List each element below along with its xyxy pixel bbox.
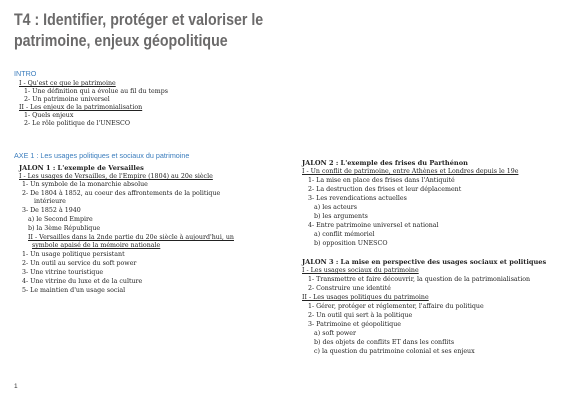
page-title bbox=[14, 10, 272, 52]
jalon1-item: intérieure bbox=[34, 198, 66, 205]
jalon3-item: 2- Un outil qui sert à la politique bbox=[308, 312, 413, 319]
jalon1-subitem: a) le Second Empire bbox=[28, 216, 93, 223]
jalon3-heading: JALON 3 : La mise en perspective des usages sociaux et politiques bbox=[302, 258, 547, 266]
jalon1-section-2-cont: symbole apaisé de la mémoire nationale bbox=[32, 242, 161, 249]
jalon3-item: 1- Transmettre et faire découvrir, la question de la patrimonialisation bbox=[308, 276, 531, 283]
jalon2-subitem: b) les arguments bbox=[314, 213, 368, 220]
jalon3-item: 2- Construire une identité bbox=[308, 285, 391, 292]
jalon2-item: 3- Les revendications actuelles bbox=[308, 195, 407, 202]
jalon1-heading: JALON 1 : L'exemple de Versailles bbox=[19, 164, 144, 172]
jalon3-item: 3- Patrimoine et géopolitique bbox=[308, 321, 401, 328]
jalon1-item: 3- Une vitrine touristique bbox=[22, 269, 104, 276]
jalon1-item: 3- De 1852 à 1940 bbox=[22, 207, 81, 214]
jalon3-item: 1- Gérer, protéger et réglementer, l'affaire du politique bbox=[308, 303, 484, 310]
jalon2-subitem: b) opposition UNESCO bbox=[314, 240, 388, 247]
jalon3-subitem: a) soft power bbox=[314, 330, 357, 337]
jalon3-section-1: I - Les usages sociaux du patrimoine bbox=[302, 267, 419, 274]
jalon3-subitem: b) des objets de conflits ET dans les conflits bbox=[314, 339, 455, 346]
intro-heading: INTRO bbox=[14, 69, 37, 78]
title-line-2: patrimoine, enjeux géopolitique bbox=[14, 32, 228, 50]
jalon3-subitem: c) la question du patrimoine colonial et ses enjeux bbox=[314, 348, 475, 355]
jalon1-section-2: II - Versailles dans la 2nde partie du 20e siècle à aujourd'hui, un bbox=[28, 234, 234, 241]
jalon1-item: 2- De 1804 à 1852, au coeur des affrontements de la politique bbox=[22, 190, 221, 197]
jalon1-item: 4- Une vitrine du luxe et de la culture bbox=[22, 278, 143, 285]
jalon2-item: 4- Entre patrimoine universel et national bbox=[308, 222, 439, 229]
intro-item: 2- Le rôle politique de l'UNESCO bbox=[24, 120, 131, 127]
intro-item: 1- Une définition qui a évolue au fil du temps bbox=[24, 88, 168, 95]
jalon1-subitem: b) la 3ème République bbox=[28, 225, 101, 232]
intro-section-1: I - Qu'est ce que le patrimoine bbox=[19, 80, 116, 87]
jalon2-item: 2- La destruction des frises et leur déplacement bbox=[308, 186, 462, 193]
title-line-1: T4 : Identifier, protéger et valoriser le bbox=[14, 11, 264, 29]
intro-item: 2- Un patrimoine universel bbox=[24, 96, 110, 103]
intro-item: 1- Quels enjeux bbox=[24, 112, 74, 119]
intro-section-2: II - Les enjeux de la patrimonialisation bbox=[19, 104, 143, 111]
jalon2-subitem: a) conflit mémoriel bbox=[314, 231, 375, 238]
jalon2-heading: JALON 2 : L'exemple des frises du Parthénon bbox=[302, 159, 468, 167]
jalon1-item: 1- Un symbole de la monarchie absolue bbox=[22, 181, 148, 188]
jalon2-item: 1- La mise en place des frises dans l'Antiquité bbox=[308, 177, 455, 184]
jalon1-item: 2- Un outil au service du soft power bbox=[22, 260, 137, 267]
jalon3-section-2: II - Les usages politiques du patrimoine bbox=[302, 294, 429, 301]
jalon1-item: 5- Le maintien d'un usage social bbox=[22, 287, 126, 294]
page-number: 1 bbox=[14, 383, 18, 390]
jalon2-subitem: a) les acteurs bbox=[314, 204, 358, 211]
jalon1-item: 1- Un usage politique persistant bbox=[22, 251, 125, 258]
axe1-heading: AXE 1 : Les usages politiques et sociaux du patrimoine bbox=[14, 151, 190, 160]
jalon1-section-1: I - Les usages de Versailles, de l'Empire (1804) au 20e siècle bbox=[19, 173, 213, 180]
jalon2-section-1: I - Un conflit de patrimoine, entre Athènes et Londres depuis le 19e bbox=[302, 168, 519, 175]
